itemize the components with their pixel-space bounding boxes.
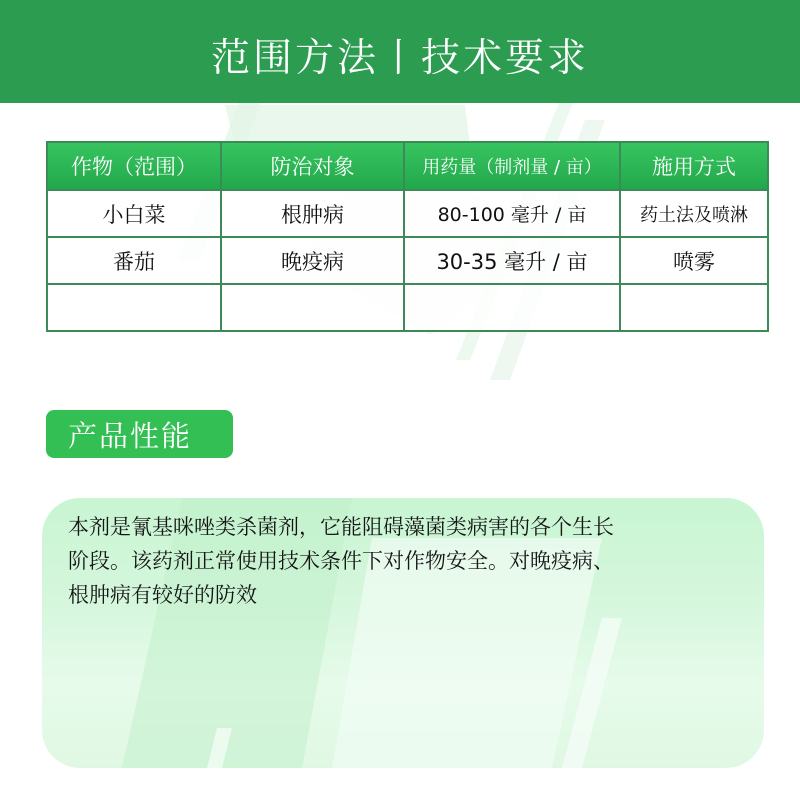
table-cell-crop: 小白菜 [47, 190, 221, 237]
table-cell-target: 晚疫病 [221, 237, 404, 284]
table-row [47, 190, 768, 237]
column-header-target: 防治对象 [221, 142, 404, 190]
section-tag-product-performance [46, 410, 233, 458]
table-cell-method: 喷雾 [620, 237, 768, 284]
column-header-dosage: 用药量（制剂量 / 亩） [404, 142, 620, 190]
table-cell-method: 药土法及喷淋 [620, 190, 768, 237]
product-description: 本剂是氰基咪唑类杀菌剂，它能阻碍藻菌类病害的各个生长 阶段。该药剂正常使用技术条件下对作物安全。对晚疫病、 根肿病有较好的防效 [68, 515, 614, 607]
table-cell-target: 根肿病 [221, 190, 404, 237]
table-cell-dosage: 30-35 毫升 / 亩 [404, 237, 620, 284]
table-cell-dosage [404, 284, 620, 331]
column-header-crop: 作物（范围） [47, 142, 221, 190]
page-title: 范围方法丨技术要求 [210, 35, 589, 81]
table-header-row [47, 142, 768, 190]
column-header-method: 施用方式 [620, 142, 768, 190]
table-cell-dosage: 80-100 毫升 / 亩 [404, 190, 620, 237]
table-cell-crop: 番茄 [47, 237, 221, 284]
table-row [47, 284, 768, 331]
table-cell-method [620, 284, 768, 331]
header-banner [0, 0, 800, 103]
section-title: 产品性能 [68, 418, 193, 453]
usage-spec-table [46, 141, 769, 332]
table-cell-crop [47, 284, 221, 331]
table-row [47, 237, 768, 284]
table-cell-target [221, 284, 404, 331]
